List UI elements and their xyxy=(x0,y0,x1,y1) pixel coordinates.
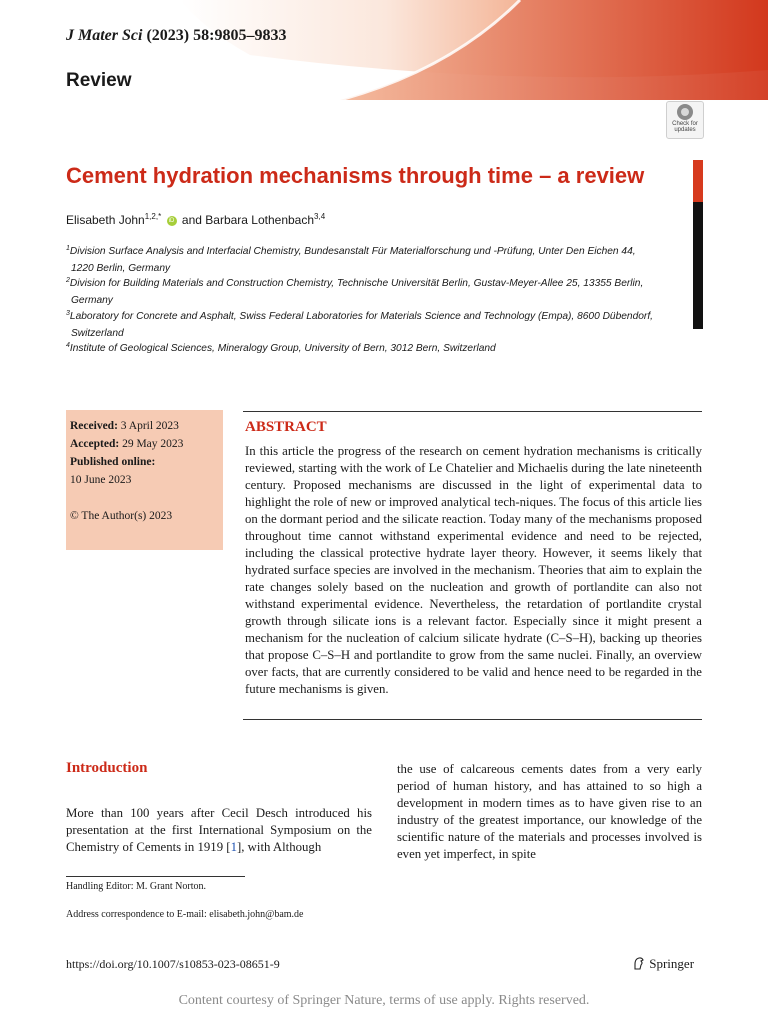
check-for-updates-button[interactable] xyxy=(666,101,704,139)
springer-horse-icon xyxy=(632,956,646,970)
introduction-left-column: More than 100 years after Cecil Desch introduced his presentation at the first International Symposium on the Chemistry of Cements in 1919 [1], with Although xyxy=(66,806,372,854)
introduction-right-column: the use of calcareous cements dates from a very early period of human history, and has attained to so high a development in modern times as to have given rise to an industry of the greatest importance, our knowledge of the scientific nature of the materials and processes involved is even yet imperfect, in spite xyxy=(397,762,702,861)
affiliation-4: $^4$Institute of Geological Sciences, Mineralogy Group, University of Bern, 3012 Bern, Switzerland xyxy=(66,342,496,354)
courtesy-notice: Content courtesy of Springer Nature, terms of use apply. Rights reserved. xyxy=(178,993,590,1008)
reference-link[interactable]: 1 xyxy=(230,840,237,854)
journal-citation xyxy=(66,27,286,45)
affiliation-3: $^3$Laboratory for Concrete and Asphalt, Swiss Federal Laboratories for Materials Science and Technology (Empa), 8600 Dübendorf, Switzerland xyxy=(66,310,653,339)
received-date: Received: 3 April 2023 xyxy=(70,420,179,432)
journal-volume: (2023) 58:9805–9833 xyxy=(146,27,287,44)
header-banner xyxy=(0,0,768,100)
handling-editor: Handling Editor: M. Grant Norton. xyxy=(66,881,206,892)
published-date: 10 June 2023 xyxy=(70,474,132,486)
article-history-box xyxy=(66,410,223,550)
copyright: © The Author(s) 2023 xyxy=(70,510,173,522)
orcid-icon[interactable]: iD xyxy=(167,216,177,226)
copyright-icon: © xyxy=(70,510,79,522)
introduction-heading: Introduction xyxy=(66,760,148,776)
author-list: Elisabeth John$^{1,2,*}$ iD and Barbara Lothenbach$^{3,4}$ xyxy=(66,212,326,227)
side-marker-red xyxy=(693,160,703,202)
abstract-text: In this article the progress of the research on cement hydration mechanisms is critically reviewed, starting with the work of Le Chatelier and Michaelis during the late nineteenth century. Proposed mechanisms are discussed in the light of experimental data to highlight the role of new or improved analytical tech-niques. The focus of this article lies on the dormant period and the silicate reaction. Today many of the mechanisms proposed throughout time cannot withstand experimental evidence and need to be rejected, including the classical protective hydrate layer theory. However, it seems likely that hydrated surface species are involved in the mechanism. Theories that aim to explain the rate changes solely based on the nucleation and growth of portlandite can also not withstand experimental evidence. Nevertheless, the retardation of portlandite crystal growth through silicate ions is a relevant factor. Especially since it might present a mechanism for the nucleation of calcium silicate hydrate (C–S–H), backing up theories that propose C–S–H and portlandite to grow from the same nuclei. Finally, an overview over facts, that are currently considered to be valid and hence need to be regarded in the future mechanisms is given. xyxy=(245,444,702,696)
article-title: Cement hydration mechanisms through time – a review xyxy=(66,163,645,188)
abstract-rule xyxy=(243,411,702,412)
bookmark-icon xyxy=(677,104,693,120)
affiliation-2: $^2$Division for Building Materials and Construction Chemistry, Technische Universität Berlin, Gustav-Meyer-Allee 25, 13355 Berlin, Germany xyxy=(66,277,644,306)
journal-name: J Mater Sci xyxy=(66,27,143,44)
published-label: Published online: xyxy=(70,456,156,468)
affiliation-1: $^1$Division Surface Analysis and Interfacial Chemistry, Bundesanstalt Für Materialforschung und -Prüfung, Unter Den Eichen 44, 1220 Berlin, Germany xyxy=(66,245,636,274)
side-marker-black xyxy=(693,202,703,329)
abstract-heading: ABSTRACT xyxy=(245,419,327,435)
correspondence-email[interactable]: Address correspondence to E-mail: elisabeth.john@bam.de xyxy=(66,909,304,920)
check-updates-label: Check for updates xyxy=(672,121,698,133)
footnote-rule xyxy=(66,876,245,877)
author-name[interactable]: Barbara Lothenbach xyxy=(205,213,315,227)
abstract-rule-bottom xyxy=(243,719,702,720)
author-name[interactable]: Elisabeth John xyxy=(66,213,145,227)
accepted-date: Accepted: 29 May 2023 xyxy=(70,438,184,450)
springer-logo[interactable]: Springer xyxy=(632,956,694,972)
doi-link[interactable]: https://doi.org/10.1007/s10853-023-08651-9 xyxy=(66,957,280,971)
article-type: Review xyxy=(66,70,132,91)
